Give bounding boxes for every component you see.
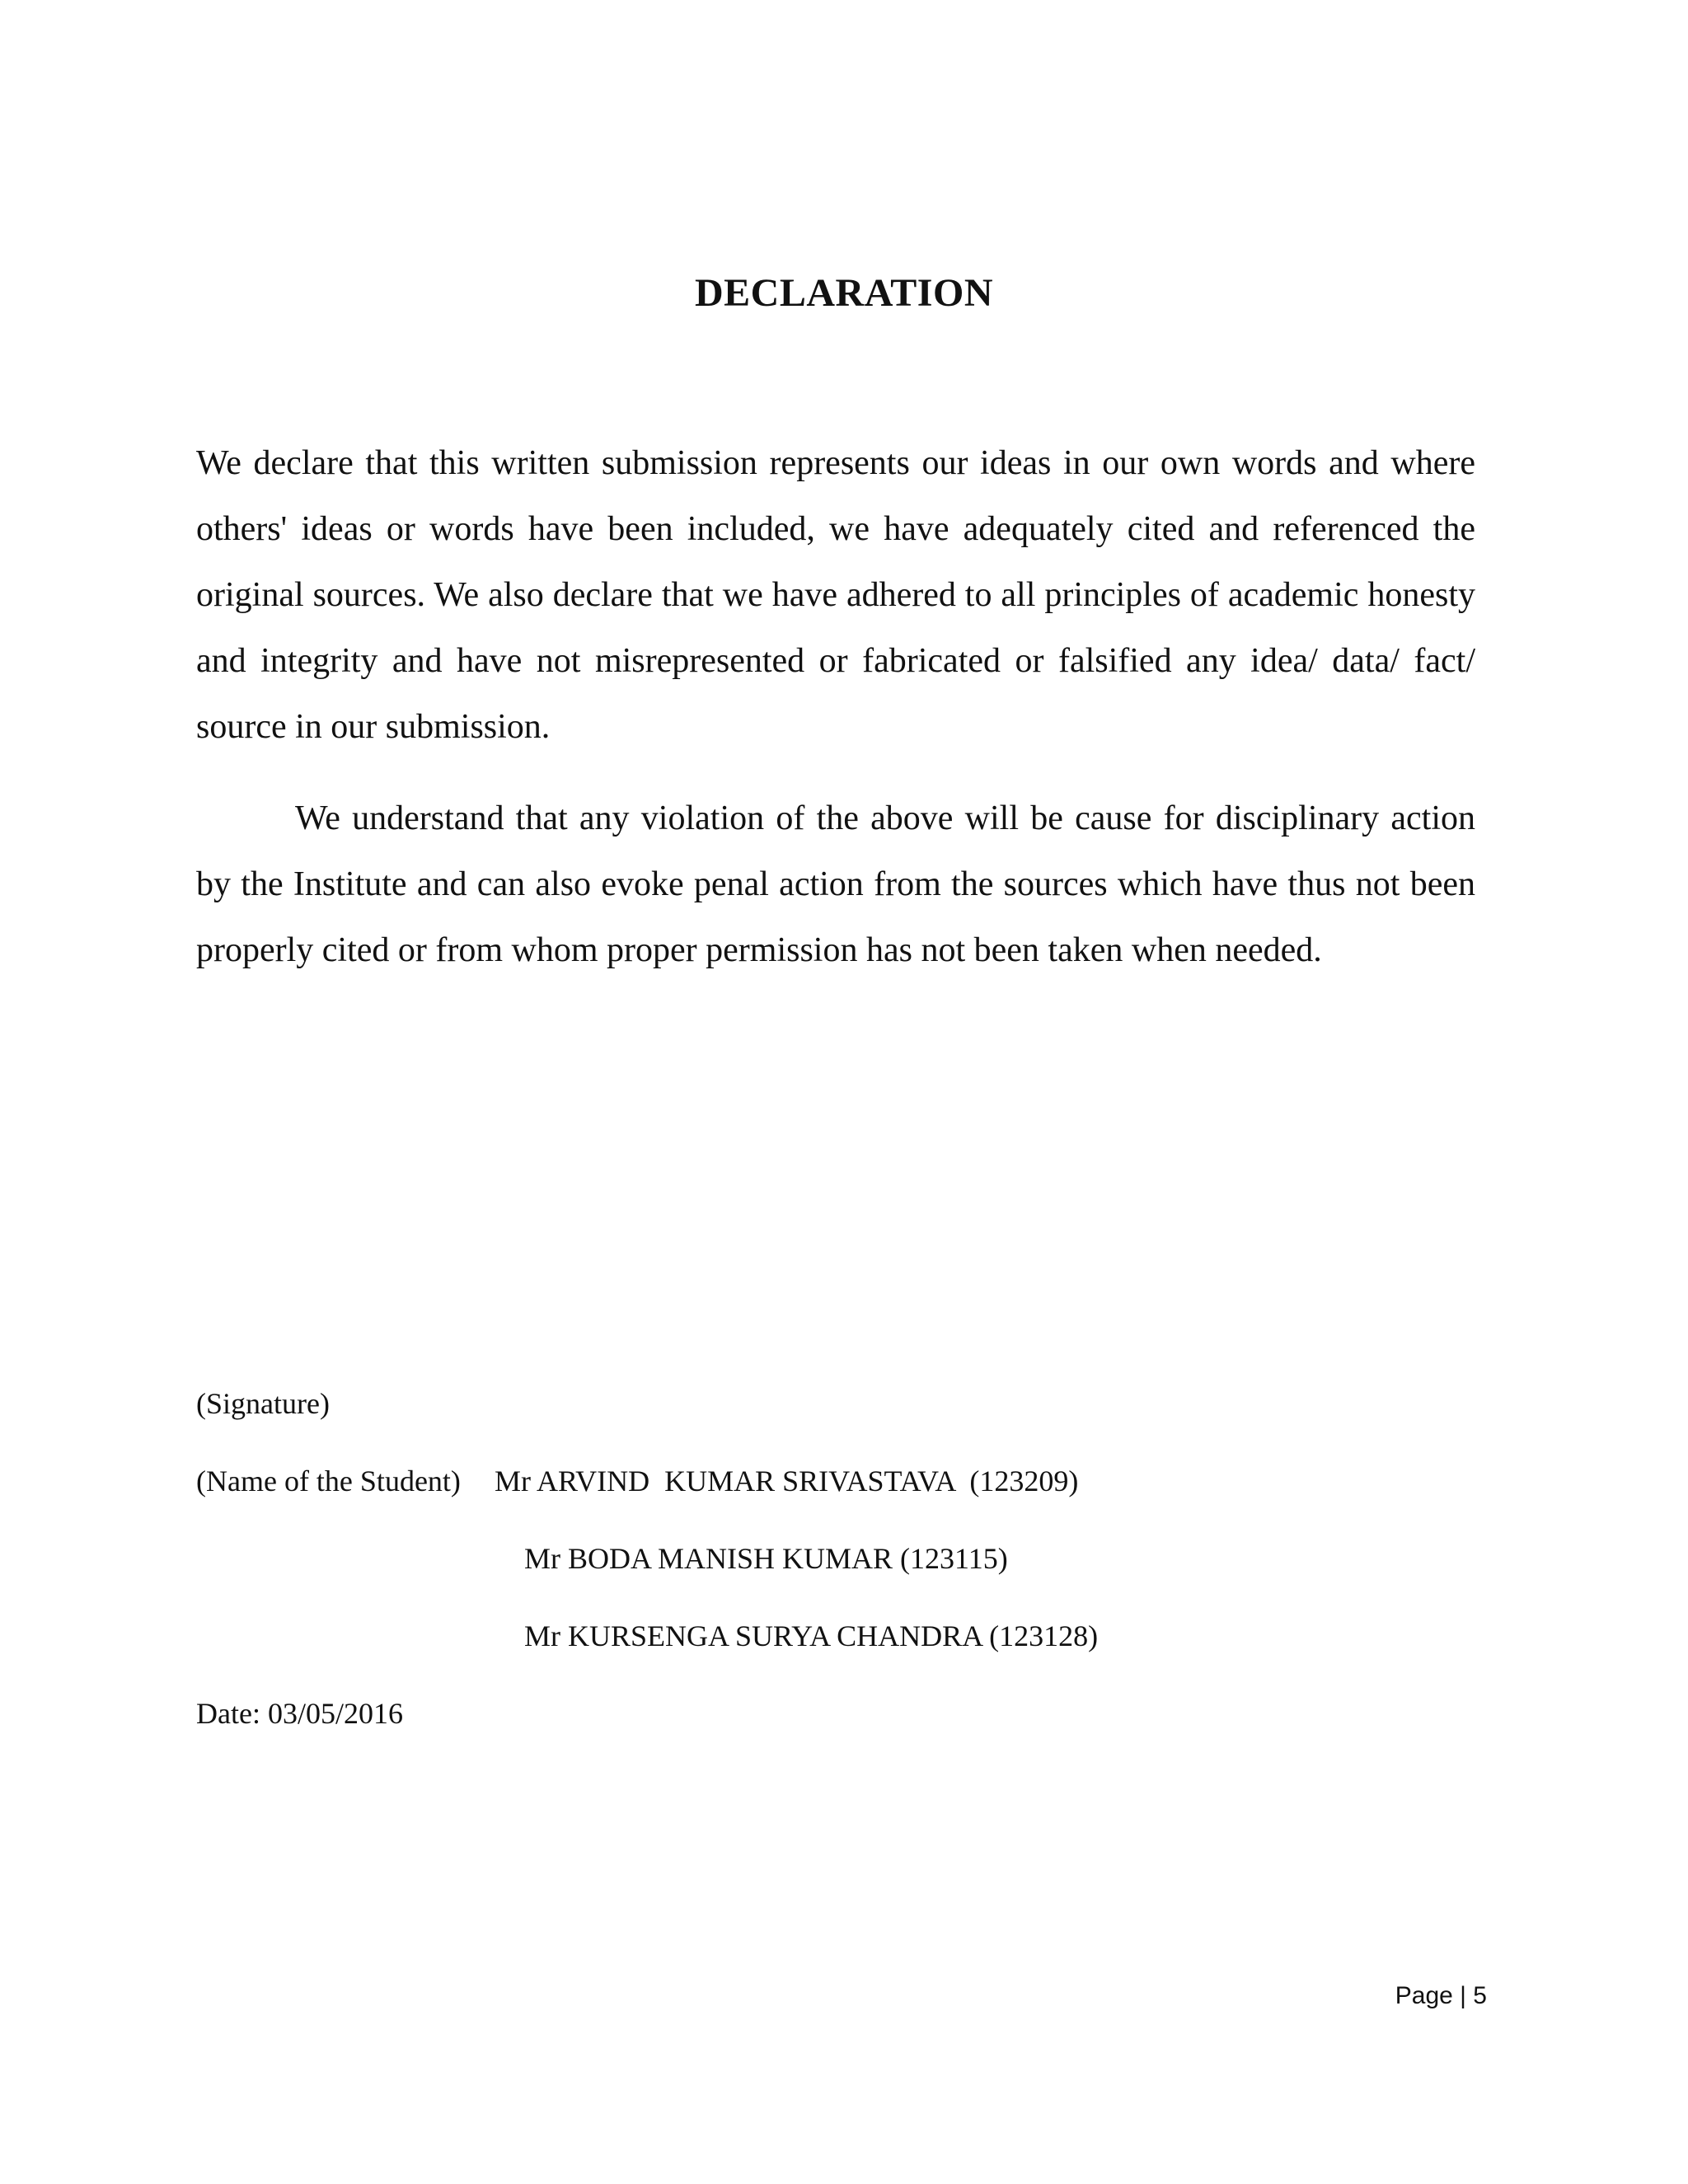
page-number-footer: Page | 5 [1395, 1982, 1487, 2009]
student-name-label: (Name of the Student) [196, 1465, 461, 1497]
student-name-1: Mr ARVIND KUMAR SRIVASTAVA (123209) [495, 1465, 1079, 1497]
declaration-paragraph-1: We declare that this written submission represents our ideas in our own words and where others' ideas or words have been included, we have adequately cited and referenced the original sources. We also declare that we have adhered to all principles of academic honesty and integrity and have not misrepresented or fabricated or falsified any idea/ data/ fact/ source in our submission. [196, 444, 1475, 746]
signature-label: (Signature) [196, 1387, 330, 1420]
student-name-2: Mr BODA MANISH KUMAR (123115) [524, 1542, 1008, 1575]
declaration-date: Date: 03/05/2016 [196, 1697, 403, 1730]
student-name-3: Mr KURSENGA SURYA CHANDRA (123128) [524, 1619, 1099, 1652]
page-title: DECLARATION [695, 271, 993, 315]
declaration-paragraph-2: We understand that any violation of the above will be cause for disciplinary action by the Institute and can also evoke penal action from the sources which have thus not been properly cited or from whom proper permission has not been taken when needed. [196, 799, 1475, 969]
